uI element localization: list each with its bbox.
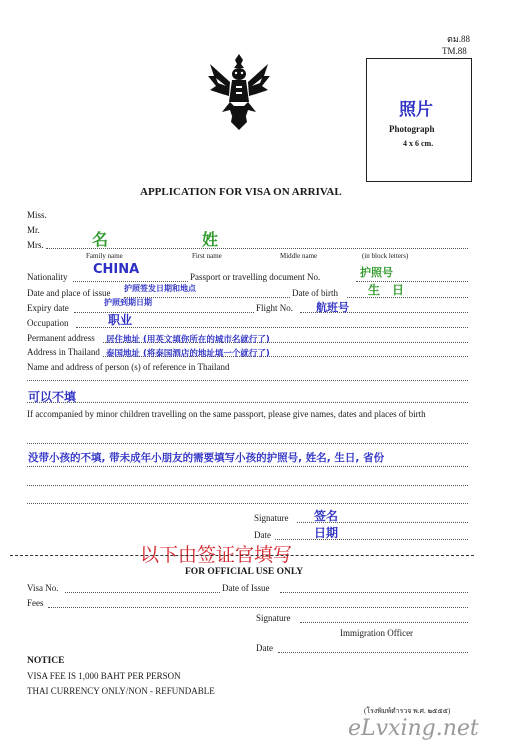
- occupation-line: [76, 327, 468, 328]
- handwritten-xing: 姓: [202, 230, 219, 249]
- label-official-date: Date: [256, 643, 273, 653]
- garuda-emblem: [206, 50, 272, 132]
- label-miss: Miss.: [27, 210, 47, 220]
- label-occupation: Occupation: [27, 318, 69, 328]
- watermark: eLvxing.net: [348, 716, 479, 741]
- date-line: [275, 539, 468, 540]
- photo-label-cn: 照片: [399, 100, 433, 120]
- label-signature: Signature: [254, 513, 289, 523]
- address-thailand-value: 泰国地址 (将泰国酒店的地址填一个就行了): [106, 349, 270, 359]
- date-place-value: 护照签发日期和地点: [124, 284, 196, 293]
- children-line-2: [27, 466, 468, 467]
- children-value: 没带小孩的不填, 带未成年小朋友的需要填写小孩的护照号, 姓名, 生日, 省份: [28, 452, 385, 464]
- official-divider: [10, 555, 474, 556]
- reference-value: 可以不填: [28, 390, 77, 404]
- signature-value: 签名: [314, 509, 339, 523]
- passport-value: 护照号: [360, 266, 393, 279]
- fees-line: [48, 607, 468, 608]
- photo-box: [366, 58, 472, 182]
- photo-label: Photograph: [389, 124, 435, 134]
- nationality-value: CHINA: [93, 262, 140, 277]
- official-signature-line: [300, 622, 468, 623]
- print-note: (โรงพิมพ์ตำรวจ พ.ศ. ๒๕๕๕): [364, 707, 451, 715]
- date-of-issue-line: [280, 592, 468, 593]
- flight-value: 航班号: [316, 301, 349, 314]
- label-expiry-date: Expiry date: [27, 303, 69, 313]
- label-permanent-address: Permanent address: [27, 333, 95, 343]
- children-instruction: If accompanied by minor children travelling on the same passport, please give names, dates and places of birth: [27, 409, 426, 419]
- photo-size: 4 x 6 cm.: [403, 139, 434, 148]
- notice-line-2: THAI CURRENCY ONLY/NON - REFUNDABLE: [27, 686, 215, 696]
- label-visa-no: Visa No.: [27, 583, 59, 593]
- children-line-1: [27, 443, 468, 444]
- caption-family-name: Family name: [86, 252, 123, 260]
- label-address-thailand: Address in Thailand: [27, 347, 100, 357]
- official-header: FOR OFFICIAL USE ONLY: [185, 567, 304, 577]
- children-line-3: [27, 485, 468, 486]
- occupation-value: 职业: [108, 313, 133, 327]
- notice-line-1: VISA FEE IS 1,000 BAHT PER PERSON: [27, 671, 181, 681]
- label-reference: Name and address of person (s) of reference in Thailand: [27, 362, 230, 372]
- official-note-cn: 以下由签证官填写: [140, 544, 293, 566]
- label-passport-no: Passport or travelling document No.: [190, 272, 321, 282]
- nationality-line: [73, 281, 188, 282]
- date-value: 日期: [314, 526, 339, 540]
- dob-value: 生日: [368, 283, 417, 297]
- permanent-value: 居住地址 (用英文填你所在的城市名就行了): [106, 335, 270, 345]
- caption-middle-name: Middle name: [280, 252, 318, 260]
- caption-block-letters: (in block letters): [362, 252, 409, 260]
- caption-first-name: First name: [192, 252, 222, 260]
- label-date-place-issue: Date and place of issue: [27, 288, 111, 298]
- expiry-value: 护照到期日期: [104, 298, 152, 307]
- label-date-of-birth: Date of birth: [292, 288, 338, 298]
- label-nationality: Nationality: [27, 272, 68, 282]
- label-fees: Fees: [27, 598, 44, 608]
- label-immigration-officer: Immigration Officer: [340, 628, 414, 638]
- official-date-line: [278, 652, 468, 653]
- form-code-thai: ตม.88: [447, 34, 471, 44]
- label-mrs: Mrs.: [27, 240, 44, 250]
- label-mr: Mr.: [27, 225, 40, 235]
- reference-line-2: [27, 402, 468, 403]
- label-date: Date: [254, 530, 271, 540]
- label-official-signature: Signature: [256, 613, 291, 623]
- page-title: APPLICATION FOR VISA ON ARRIVAL: [140, 186, 342, 198]
- notice-title: NOTICE: [27, 656, 65, 666]
- label-date-of-issue: Date of Issue: [222, 583, 270, 593]
- expiry-line: [74, 312, 254, 313]
- visa-no-line: [65, 592, 220, 593]
- form-code: TM.88: [442, 46, 467, 56]
- handwritten-ming: 名: [92, 230, 123, 249]
- label-flight-no: Flight No.: [256, 303, 294, 313]
- reference-line-1: [27, 380, 468, 381]
- children-line-4: [27, 503, 468, 504]
